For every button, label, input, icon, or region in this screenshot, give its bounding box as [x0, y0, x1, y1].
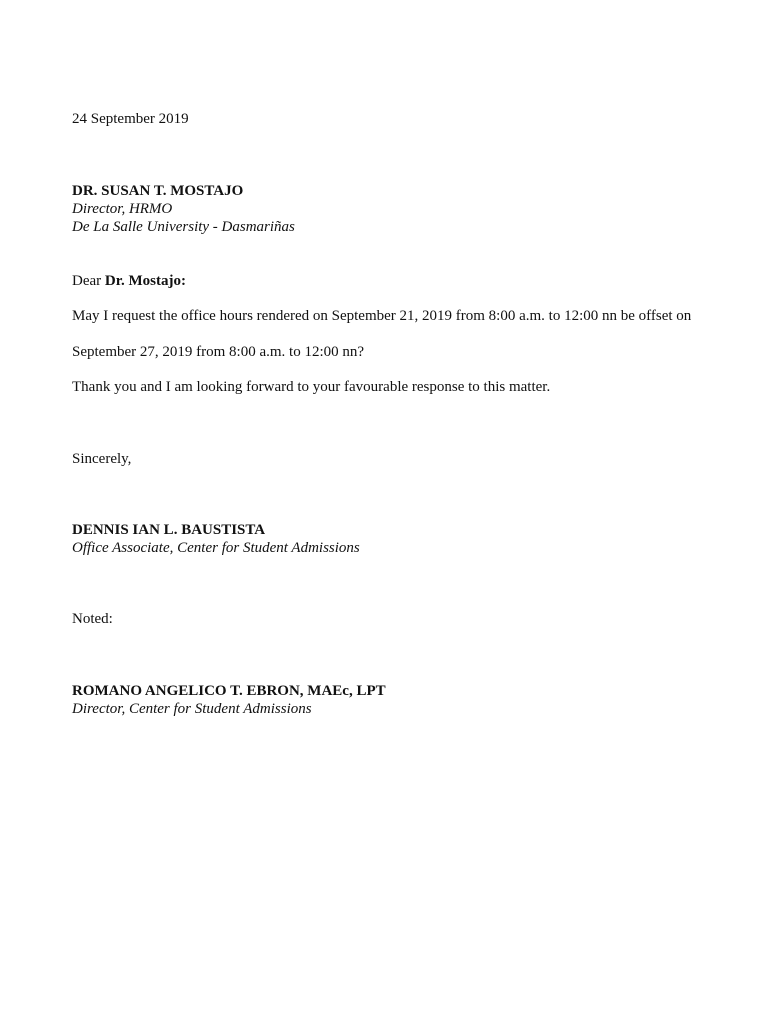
- noted-by-name: ROMANO ANGELICO T. EBRON, MAEc, LPT: [72, 683, 386, 699]
- recipient-name: DR. SUSAN T. MOSTAJO: [72, 183, 244, 199]
- body-paragraph-1-line-2: September 27, 2019 from 8:00 a.m. to 12:00 nn?: [72, 344, 365, 360]
- closing: Sincerely,: [72, 451, 132, 467]
- body-paragraph-1-line-1: May I request the office hours rendered on September 21, 2019 from 8:00 a.m. to 12:00 nn be offset on: [72, 308, 692, 324]
- salutation: [72, 272, 186, 290]
- sender-name: DENNIS IAN L. BAUSTISTA: [72, 522, 266, 538]
- salutation-prefix: Dear: [72, 273, 105, 289]
- noted-by-title: Director, Center for Student Admissions: [72, 701, 312, 717]
- salutation-name: Dr. Mostajo:: [104, 273, 186, 289]
- body-paragraph-2: Thank you and I am looking forward to your favourable response to this matter.: [72, 379, 551, 395]
- sender-title: Office Associate, Center for Student Admissions: [72, 540, 360, 556]
- recipient-title: Director, HRMO: [72, 201, 173, 217]
- letter-date: 24 September 2019: [72, 111, 189, 127]
- recipient-organization: De La Salle University - Dasmariñas: [72, 219, 295, 235]
- noted-label: Noted:: [72, 611, 113, 627]
